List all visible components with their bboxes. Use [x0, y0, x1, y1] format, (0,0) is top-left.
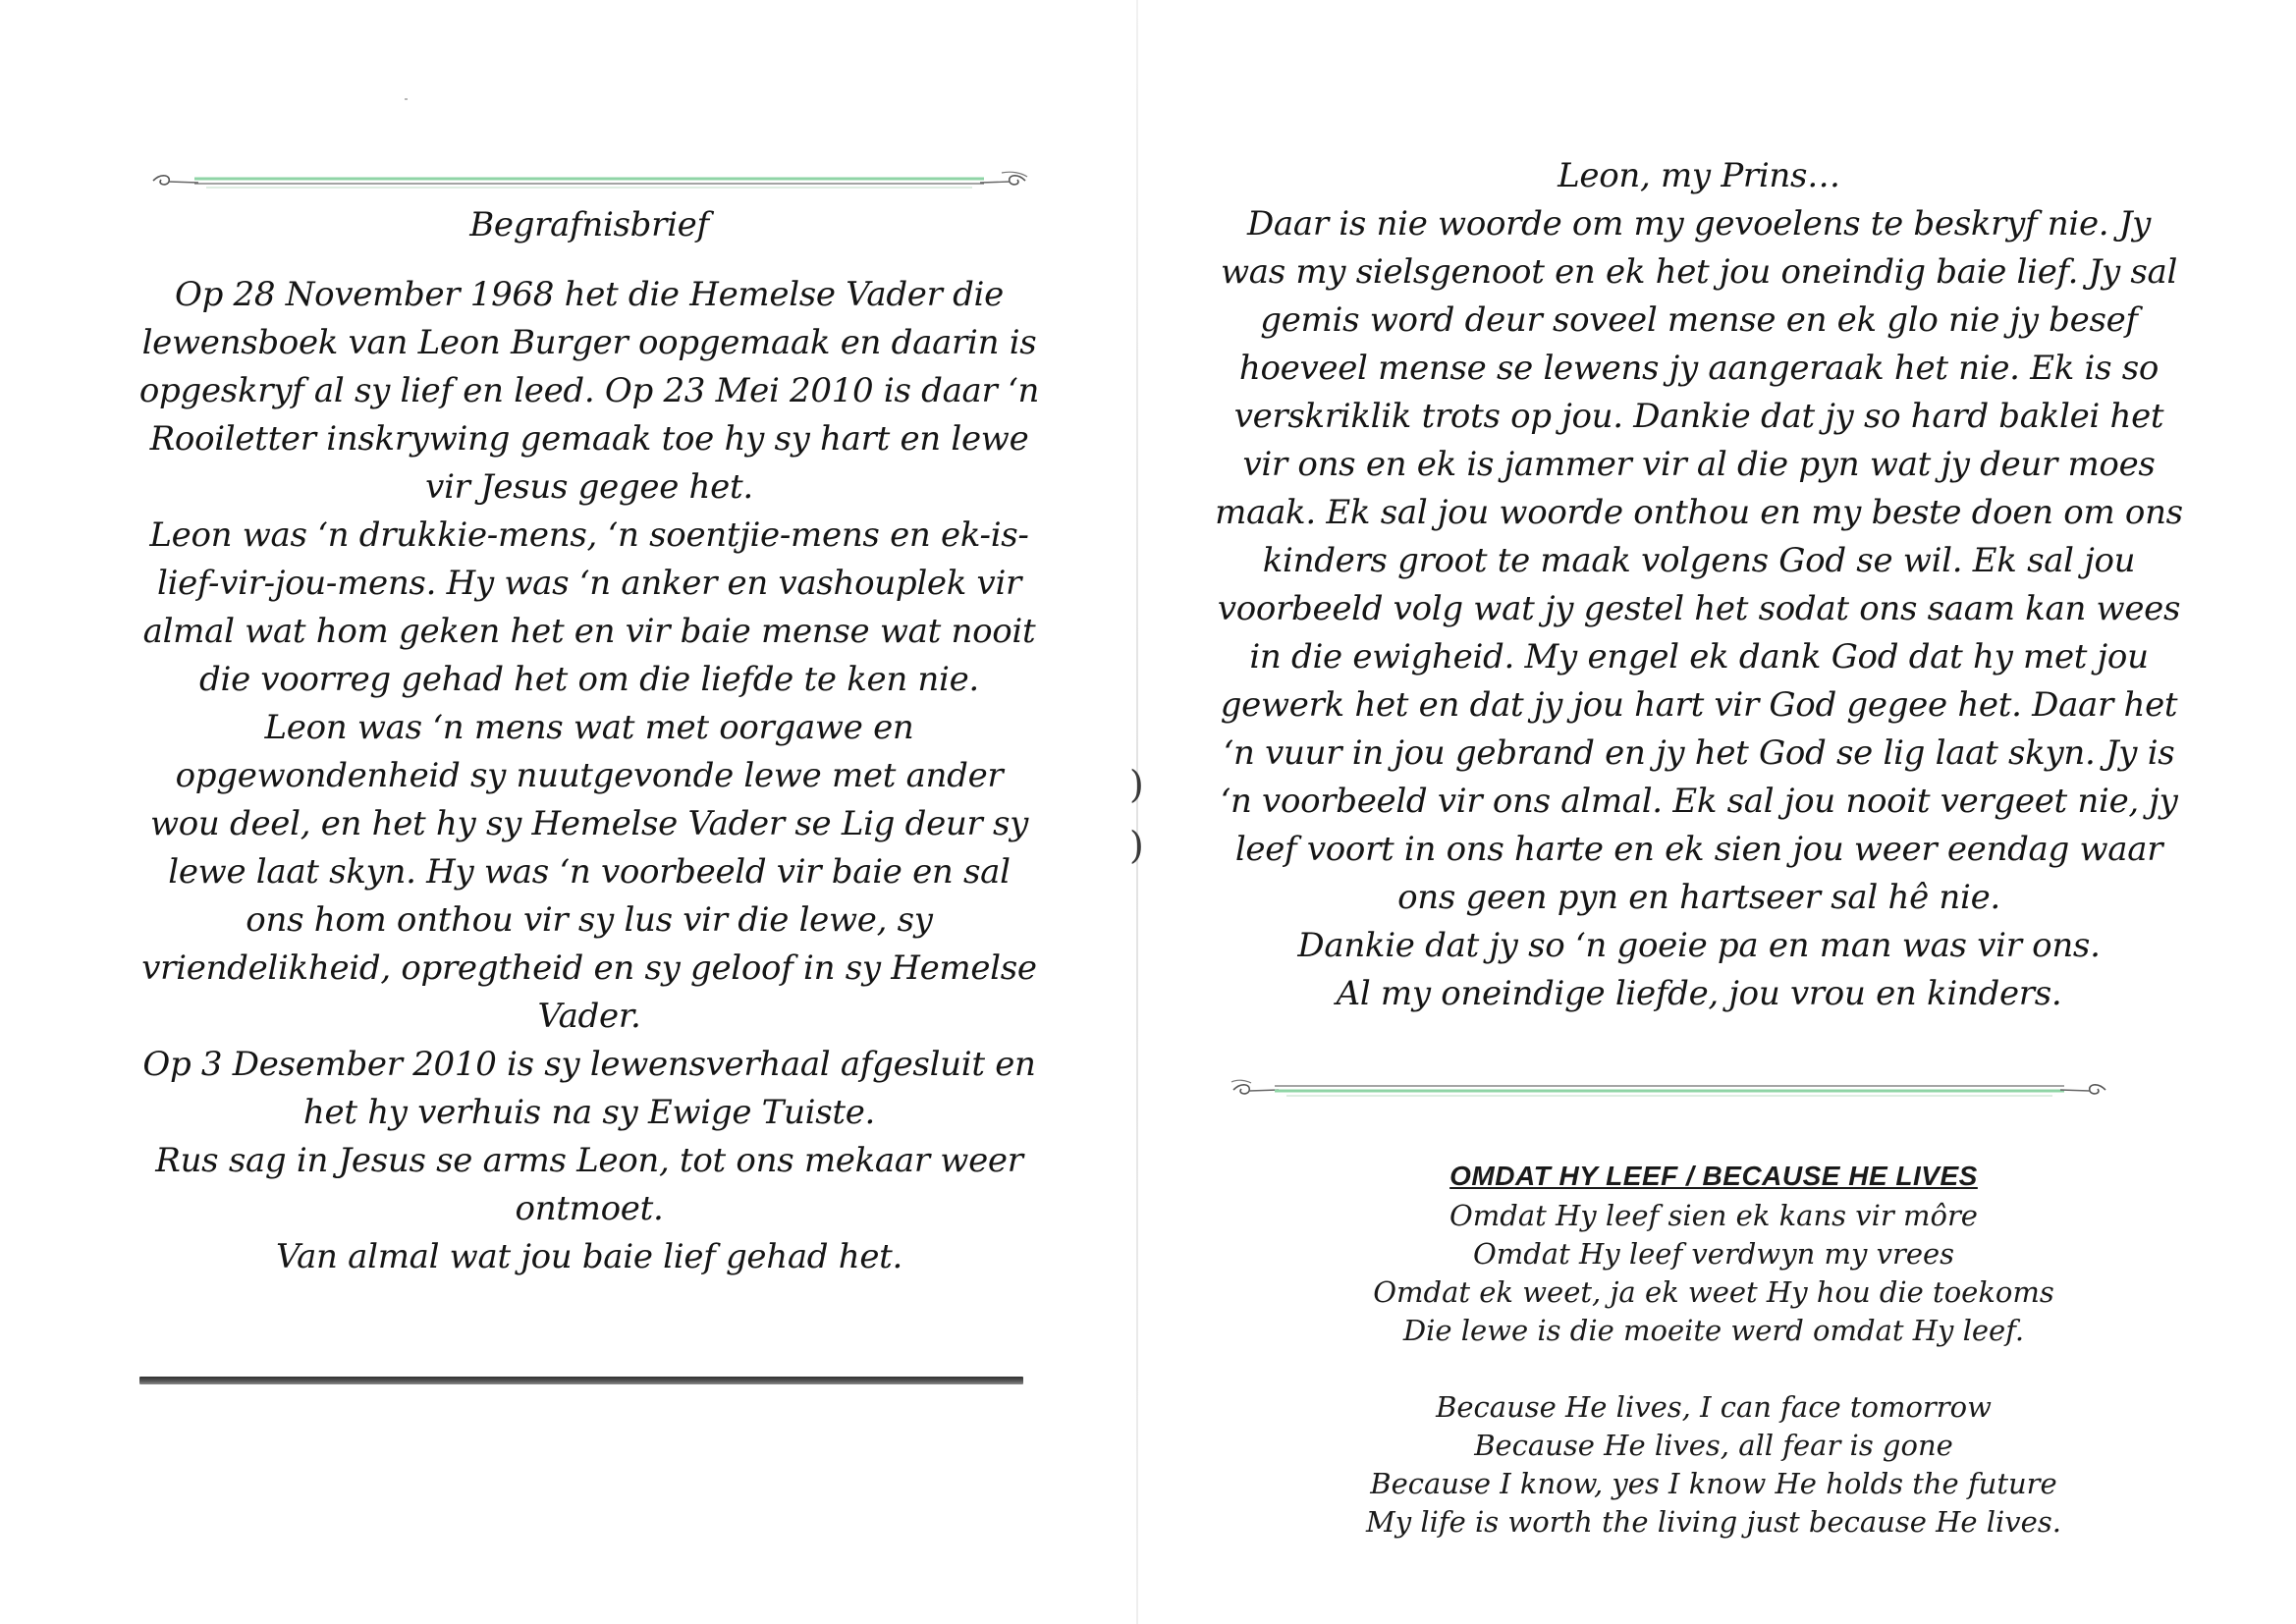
hymn-line: Because He lives, I can face tomorrow — [1436, 1390, 1992, 1424]
top-ornament-divider — [147, 167, 1031, 196]
letter-signature: Van almal wat jou baie lief gehad het. — [275, 1237, 903, 1276]
hymn-line: My life is worth the living just because He lives. — [1366, 1505, 2061, 1539]
letter-closing: Al my oneindige liefde, jou vrou en kinders. — [1336, 974, 2062, 1013]
letter-paragraph-birth: Op 28 November 1968 het die Hemelse Vader die lewensboek van Leon Burger oopgemaak en daarin is opgeskryf al sy lief en leed. Op 23 Mei 2010 is daar ‘n Rooiletter inskrywing gemaak toe hy sy hart en lewe vir Jesus gegee het. — [138, 275, 1040, 507]
hymn-line: Because I know, yes I know He holds the future — [1370, 1467, 2057, 1500]
hymn-line: Because He lives, all fear is gone — [1474, 1429, 1953, 1462]
letter-greeting: Leon, my Prins… — [1558, 156, 1840, 195]
funeral-letter — [137, 201, 1041, 1281]
fold-crease-mark: ) — [1129, 763, 1144, 806]
left-page — [0, 0, 1134, 1624]
letter-paragraph-passing: Op 3 Desember 2010 is sy lewensverhaal afgesluit en het hy verhuis na sy Ewige Tuiste. — [142, 1045, 1036, 1132]
middle-ornament-divider — [1228, 1074, 2111, 1104]
hymn-line: Die lewe is die moeite werd omdat Hy leef. — [1402, 1314, 2025, 1347]
letter-paragraph-rest: Rus sag in Jesus se arms Leon, tot ons mekaar weer ontmoet. — [155, 1141, 1023, 1228]
letter-thanks: Dankie dat jy so ‘n goeie pa en man was vir ons. — [1297, 926, 2101, 965]
hymn-line: Omdat Hy leef sien ek kans vir môre — [1449, 1199, 1978, 1232]
hymn-line: Omdat Hy leef verdwyn my vrees — [1472, 1237, 1955, 1271]
letter-body: Daar is nie woorde om my gevoelens te beskryf nie. Jy was my sielsgenoot en ek het jou oneindig baie lief. Jy sal gemis word deur soveel mense en ek glo nie jy besef hoeveel mense se lewens jy aangeraak het nie. Ek is so verskriklik trots op jou. Dankie dat jy so hard baklei het vir ons en ek is jammer vir al die pyn wat jy deur moes maak. Ek sal jou woorde onthou en my beste doen om ons kinders groot te maak volgens God se wil. Ek sal jou voorbeeld volg wat jy gestel het sodat ons saam kan wees in die ewigheid. My engel ek dank God dat hy met jou gewerk het en dat jy jou hart vir God gegee het. Daar het ‘n vuur in jou gebrand en jy het God se lig laat skyn. Jy is ‘n voorbeeld vir ons almal. Ek sal jou nooit vergeet nie, jy leef voort in ons harte en ek sien jou weer eendag waar ons geen pyn en hartseer sal hê nie. — [1215, 204, 2183, 917]
hymn-lyrics — [1267, 1157, 2160, 1542]
hymn-stanza-english — [1267, 1388, 2160, 1542]
letter-paragraph-character: Leon was ‘n drukkie-mens, ‘n soentjie-mens en ek-is-lief-vir-jou-mens. Hy was ‘n anker en vashouplek vir almal wat hom geken het en vir baie mense wat nooit die voorreg gehad het om die liefde te ken nie. — [142, 515, 1036, 699]
letter-paragraph-faith: Leon was ‘n mens wat met oorgawe en opgewondenheid sy nuutgevonde lewe met ander wou deel, en het hy sy Hemelse Vader se Lig deur sy lewe laat skyn. Hy was ‘n voorbeeld vir baie en sal ons hom onthou vir sy lus vir die lewe, sy vriendelikheid, opregtheid en sy geloof in sy Hemelse Vader. — [141, 708, 1037, 1036]
hymn-title: OMDAT HY LEEF / BECAUSE HE LIVES — [1449, 1161, 1978, 1191]
letter-title: Begrafnisbrief — [469, 205, 709, 244]
hymn-stanza-afrikaans — [1267, 1197, 2160, 1350]
personal-letter — [1213, 152, 2185, 1018]
fold-crease-mark: ) — [1129, 824, 1144, 867]
bottom-rule-divider — [139, 1377, 1023, 1384]
hymn-line: Omdat ek weet, ja ek weet Hy hou die toekoms — [1373, 1275, 2054, 1309]
